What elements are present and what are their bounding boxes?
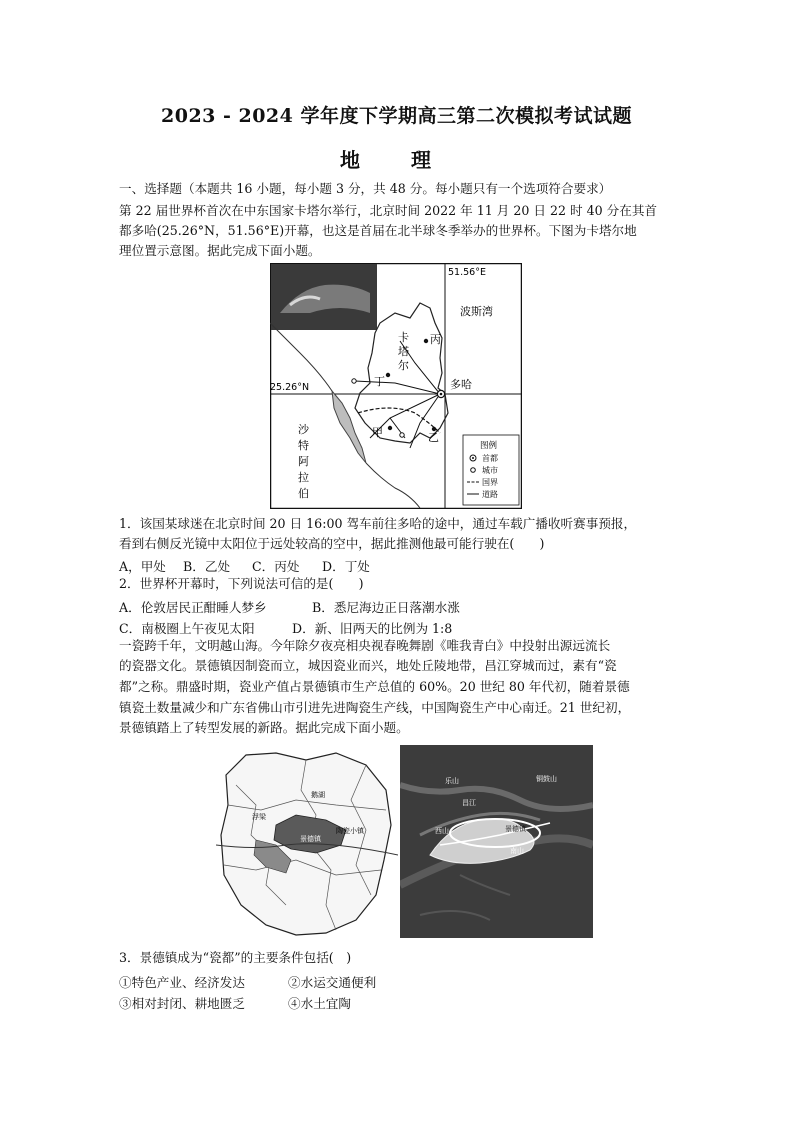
- point-jia-marker: [388, 426, 392, 430]
- passage2-line-2: 的瓷器文化。景德镇因制瓷而立，城因瓷业而兴，地处丘陵地带，昌江穿城而过，素有“瓷: [119, 658, 617, 673]
- saudi-char-4: 拉: [298, 471, 309, 484]
- passage2-line-1: 一瓷跨千年，文明越山海。今年除夕夜亮相央视春晚舞剧《唯我青白》中投射出源远流长: [119, 638, 611, 653]
- q2-option-d: D．新、旧两天的比例为 1:8: [292, 621, 453, 636]
- q3-option-3: ③相对封闭、耕地匮乏: [119, 996, 245, 1011]
- q2-option-c: C．南极圈上午夜见太阳: [119, 621, 255, 636]
- map-legend: [463, 435, 519, 505]
- jingdezhen-satellite-map: [400, 745, 593, 938]
- right-map-label-leshan: 乐山: [445, 777, 459, 785]
- point-jia-label: 甲: [372, 426, 383, 439]
- sea-label: 波斯湾: [460, 305, 493, 318]
- q1-option-a: A，甲处: [119, 559, 166, 574]
- section-heading: 一、选择题（本题共 16 小题，每小题 3 分，共 48 分。每小题只有一个选项符合要求）: [119, 181, 612, 196]
- q1-option-c: C．丙处: [252, 559, 300, 574]
- exam-title: 2023 - 2024 学年度下学期高三第二次模拟考试试题: [161, 105, 632, 127]
- q1-option-d: D．丁处: [322, 559, 370, 574]
- right-map-label-nanshan: 南山: [510, 847, 524, 855]
- left-map-label-town: 陶瓷小镇: [336, 827, 364, 835]
- q1-stem-line-2: 看到右侧反光镜中太阳位于远处较高的空中，据此推测他最可能行驶在( ): [119, 536, 545, 551]
- right-map-label-changjiang: 昌江: [462, 799, 476, 807]
- qatar-location-map: [270, 263, 522, 509]
- point-ding-label: 丁: [374, 375, 385, 388]
- q3-stem: 3．景德镇成为“瓷都”的主要条件包括( ): [119, 950, 352, 965]
- q3-option-4: ④水土宜陶: [288, 996, 351, 1011]
- passage2-line-3: 都”之称。鼎盛时期，瓷业产值占景德镇市生产总值的 60%。20 世纪 80 年代初，随着景德: [119, 679, 630, 694]
- saudi-char-2: 特: [298, 439, 309, 452]
- q2-option-a: A．伦敦居民正酣睡人梦乡: [119, 600, 267, 615]
- doha-label: 多哈: [450, 378, 472, 391]
- latitude-label: 25.26°N: [270, 382, 310, 393]
- jingdezhen-district-map: [216, 745, 398, 938]
- right-map-label-tonggushan: 铜鼓山: [536, 775, 557, 783]
- legend-title: 图例: [480, 441, 498, 451]
- passage1-line-1: 第 22 届世界杯首次在中东国家卡塔尔举行，北京时间 2022 年 11 月 20 日 22 时 40 分在其首: [119, 203, 658, 218]
- subject-title: 地 理: [340, 148, 453, 172]
- q3-option-2: ②水运交通便利: [288, 975, 377, 990]
- q3-option-1: ①特色产业、经济发达: [119, 975, 245, 990]
- right-map-label-jdz: 景德镇: [505, 825, 526, 833]
- saudi-char-5: 伯: [298, 487, 309, 500]
- saudi-char-1: 沙: [298, 423, 309, 436]
- legend-capital: 首都: [482, 454, 498, 463]
- point-ding-marker: [386, 373, 390, 377]
- qatar-char-3: 尔: [398, 359, 409, 372]
- legend-road: 道路: [482, 490, 498, 499]
- longitude-label: 51.56°E: [448, 267, 486, 278]
- right-map-label-xishan: 西山: [435, 827, 449, 835]
- q2-stem: 2．世界杯开幕时，下列说法可信的是( ): [119, 576, 364, 591]
- passage1-line-3: 理位置示意图。据此完成下面小题。: [119, 243, 321, 258]
- legend-city: 城市: [482, 466, 498, 475]
- passage1-line-2: 都多哈(25.26°N，51.56°E)开幕，也这是首届在北半球冬季举办的世界杯。下图为卡塔尔地: [119, 223, 637, 238]
- q1-option-b: B．乙处: [183, 559, 231, 574]
- passage2-line-4: 镇瓷土数量减少和广东省佛山市引进先进陶瓷生产线，中国陶瓷生产中心南迁。21 世纪初，: [119, 700, 631, 715]
- point-bing-label: 丙: [430, 333, 441, 346]
- q2-option-b: B．悉尼海边正日落潮水涨: [312, 600, 460, 615]
- point-bing-marker: [424, 339, 428, 343]
- left-map-label-ehu: 鹅湖: [311, 791, 325, 799]
- qatar-char-1: 卡: [398, 331, 409, 344]
- saudi-char-3: 阿: [298, 455, 309, 468]
- passage2-line-5: 景德镇踏上了转型发展的新路。据此完成下面小题。: [119, 720, 409, 735]
- q1-stem-line-1: 1．该国某球迷在北京时间 20 日 16:00 驾车前往多哈的途中，通过车载广播收听赛事预报，: [119, 516, 637, 531]
- left-map-label-fuliang: 浮梁: [252, 813, 266, 821]
- qatar-char-2: 塔: [398, 345, 409, 358]
- legend-border: 国界: [482, 478, 498, 487]
- point-yi-label: 乙: [428, 431, 439, 444]
- left-map-label-jdz: 景德镇: [300, 835, 321, 843]
